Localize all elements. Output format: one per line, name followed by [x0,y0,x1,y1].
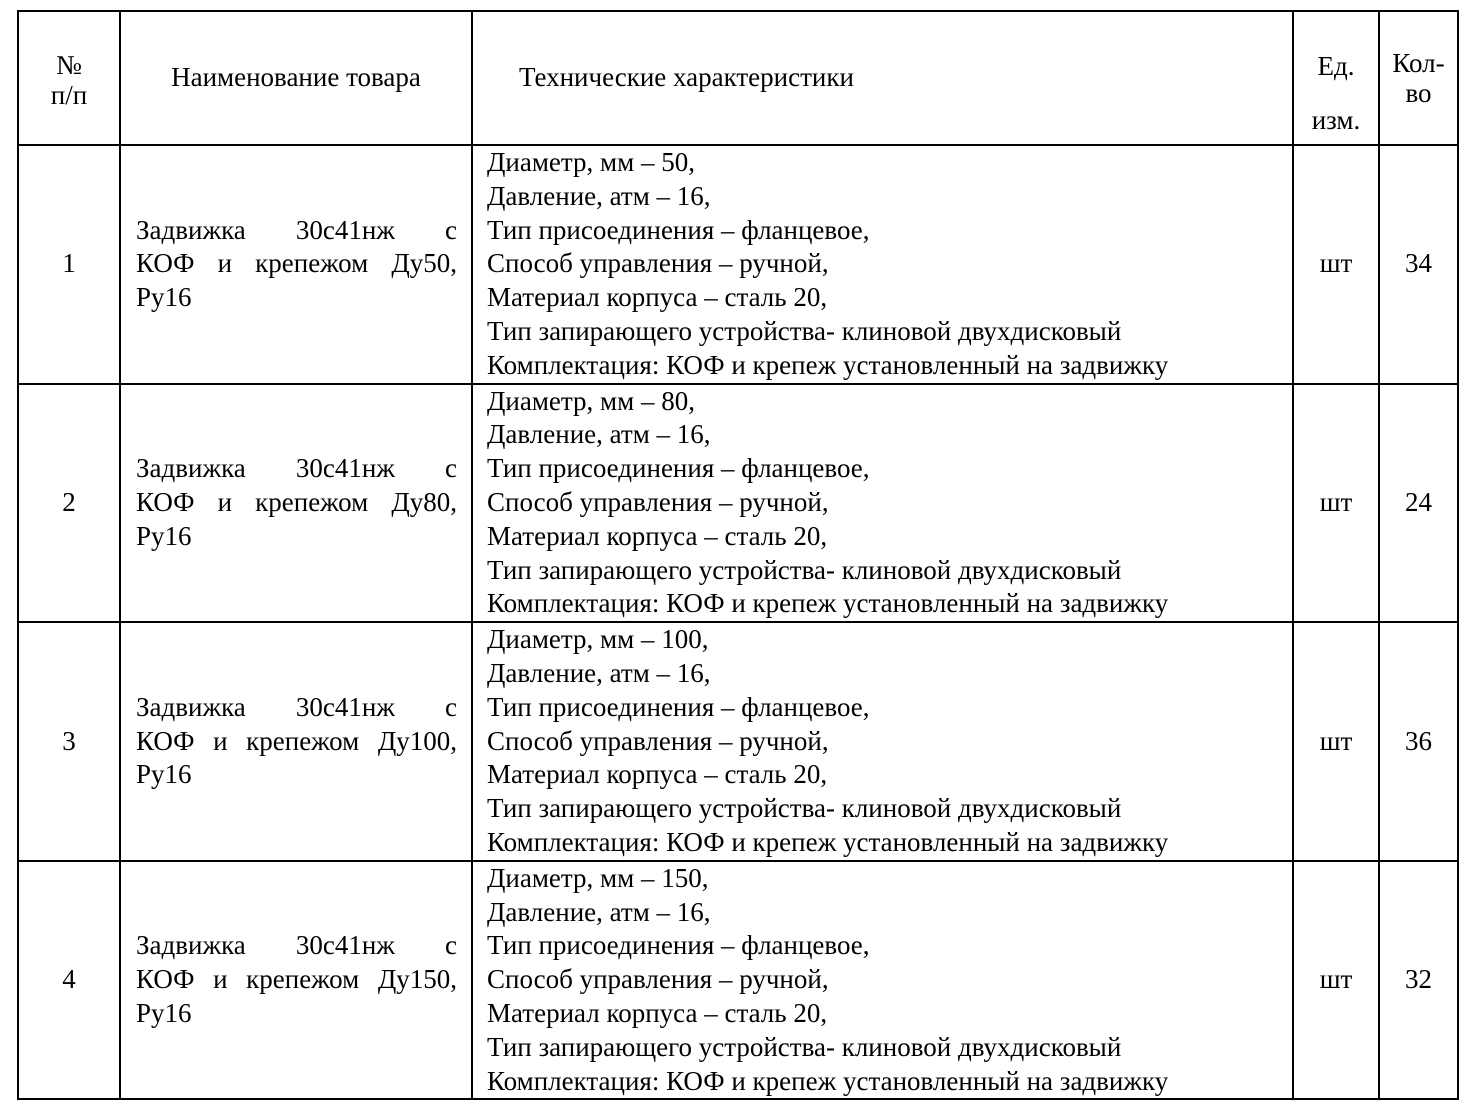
product-name-line: Ру16 [136,520,192,551]
product-name [120,384,472,623]
spec-line: Комплектация: КОФ и крепеж установленный на задвижку [487,1065,1169,1096]
product-spec [472,622,1293,861]
product-name-line: Задвижка 30с41нж с [136,930,457,961]
spec-line: Материал корпуса – сталь 20, [487,759,828,790]
product-name-line: КОФ и крепежом Ду150, [136,964,457,995]
spec-line: Материал корпуса – сталь 20, [487,520,828,551]
table-row [18,861,1458,1100]
product-spec [472,145,1293,384]
header-number-line2: п/п [50,80,88,110]
spec-line: Комплектация: КОФ и крепеж установленный на задвижку [487,826,1169,857]
quantity-cell: 32 [1379,861,1458,1100]
product-name-line: КОФ и крепежом Ду80, [136,486,457,517]
table-body [18,145,1458,1099]
product-spec [472,861,1293,1100]
header-number-line1: № [56,50,82,80]
spec-line: Диаметр, мм – 100, [487,624,709,655]
spec-line: Тип запирающего устройства- клиновой двухдисковый [487,554,1122,585]
product-spec-table [17,10,1459,1100]
row-number: 1 [18,145,120,384]
spec-line: Материал корпуса – сталь 20, [487,997,828,1028]
spec-line: Тип присоединения – фланцевое, [487,691,870,722]
header-name: Наименование товара [120,11,472,145]
spec-line: Давление, атм – 16, [487,180,711,211]
spec-line: Тип присоединения – фланцевое, [487,930,870,961]
header-number [18,11,120,145]
header-qty-line2: во [1405,78,1432,108]
spec-line: Тип запирающего устройства- клиновой двухдисковый [487,315,1122,346]
spec-line: Способ управления – ручной, [487,486,829,517]
spec-line: Способ управления – ручной, [487,725,829,756]
header-unit-line1: Ед. [1317,51,1355,81]
product-name-line: Ру16 [136,282,192,313]
spec-line: Диаметр, мм – 50, [487,147,695,177]
spec-line: Давление, атм – 16, [487,657,711,688]
unit-cell: шт [1293,861,1379,1100]
header-qty-line1: Кол- [1392,48,1445,78]
table-row [18,145,1458,384]
table-row [18,622,1458,861]
unit-cell: шт [1293,384,1379,623]
row-number: 3 [18,622,120,861]
table-row [18,384,1458,623]
product-name-line: Задвижка 30с41нж с [136,214,457,245]
quantity-cell: 24 [1379,384,1458,623]
spec-line: Материал корпуса – сталь 20, [487,282,828,313]
spec-line: Комплектация: КОФ и крепеж установленный на задвижку [487,588,1169,619]
spec-line: Давление, атм – 16, [487,419,711,450]
header-unit-line2: изм. [1311,105,1361,135]
spec-line: Давление, атм – 16, [487,896,711,927]
unit-cell: шт [1293,622,1379,861]
spec-line: Диаметр, мм – 150, [487,862,709,893]
quantity-cell: 34 [1379,145,1458,384]
spec-line: Способ управления – ручной, [487,248,829,279]
spec-line: Комплектация: КОФ и крепеж установленный на задвижку [487,349,1169,380]
spec-line: Тип присоединения – фланцевое, [487,453,870,484]
product-name [120,145,472,384]
spec-line: Диаметр, мм – 80, [487,385,695,416]
product-name-line: КОФ и крепежом Ду50, [136,248,457,279]
unit-cell: шт [1293,145,1379,384]
product-name-line: КОФ и крепежом Ду100, [136,725,457,756]
product-spec [472,384,1293,623]
header-unit [1293,11,1379,145]
spec-line: Тип запирающего устройства- клиновой двухдисковый [487,793,1122,824]
product-name [120,861,472,1100]
product-name-line: Задвижка 30с41нж с [136,691,457,722]
header-spec: Технические характеристики [472,11,1293,145]
row-number: 2 [18,384,120,623]
product-name [120,622,472,861]
spec-line: Способ управления – ручной, [487,964,829,995]
header-qty [1379,11,1458,145]
row-number: 4 [18,861,120,1100]
table-header-row [18,11,1458,145]
spec-line: Тип запирающего устройства- клиновой двухдисковый [487,1031,1122,1062]
quantity-cell: 36 [1379,622,1458,861]
product-name-line: Ру16 [136,997,192,1028]
product-name-line: Ру16 [136,759,192,790]
product-name-line: Задвижка 30с41нж с [136,453,457,484]
spec-line: Тип присоединения – фланцевое, [487,214,870,245]
